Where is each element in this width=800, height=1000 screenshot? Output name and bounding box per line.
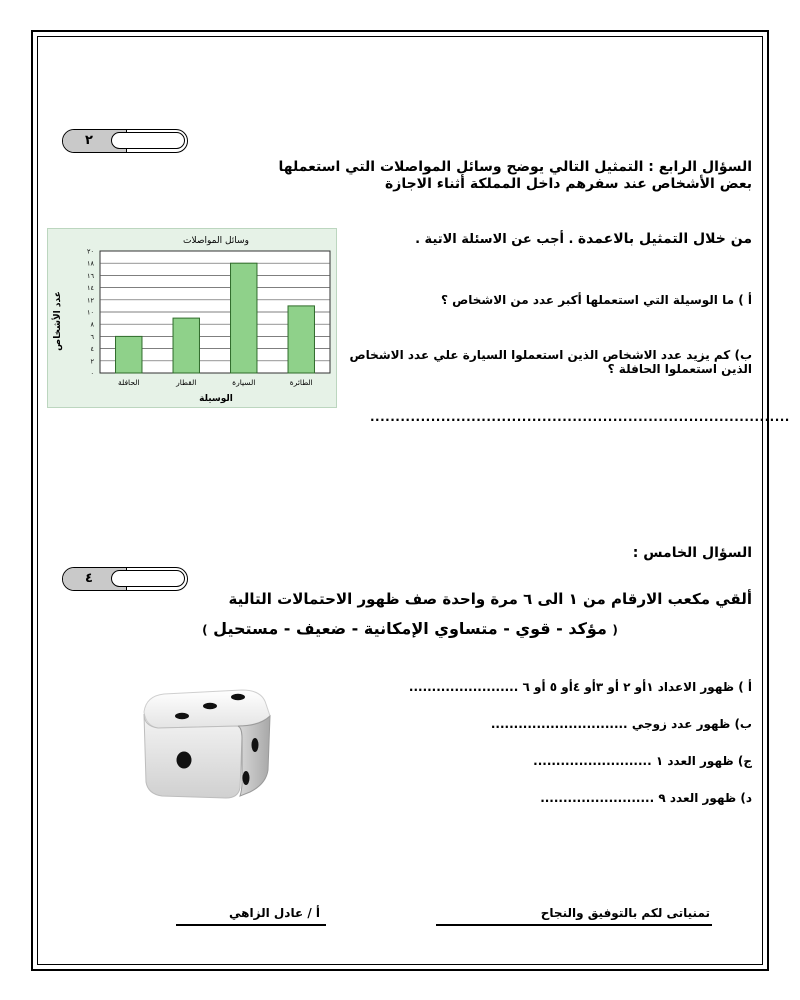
q4-instruction: [332, 231, 752, 247]
q4-answer-line: ...................................................................................: [370, 410, 790, 424]
chart-y-tick-label: ٦: [90, 332, 94, 341]
q5-item-c-answer: ..........................: [533, 754, 652, 768]
chart-y-tick-label: ١٤: [87, 284, 94, 293]
chart-y-tick-label: ١٨: [87, 259, 94, 268]
chart-y-tick-label: ٨: [90, 320, 94, 329]
chart-y-tick-label: ٤: [90, 345, 94, 354]
q4-instruction-bold: من خلال التمثيل بالاعمدة: [577, 231, 752, 247]
q4-question-b-line2: الذين استعملوا الحافلة ؟: [607, 362, 752, 376]
q5-item-b: ب) ظهور عدد زوجي ..............................: [490, 717, 752, 731]
q5-item-d: د) ظهور العدد ٩ .........................: [540, 791, 752, 805]
q5-instruction: ألقي مكعب الارقام من ١ الى ٦ مرة واحدة صف ظهور الاحتمالات التالية: [228, 590, 752, 608]
q4-instruction-rest: . أجب عن الاسئلة الاتية .: [415, 232, 578, 247]
chart-y-tick-label: ١٢: [87, 296, 94, 305]
q4-question-b-line1: ب) كم يزيد عدد الاشخاص الذين استعملوا السيارة علي عدد الاشخاص: [349, 348, 752, 362]
q4-title-line2: بعض الأشخاص عند سفرهم داخل المملكة أثناء الاجازة: [385, 176, 752, 192]
q4-title-line1: السؤال الرابع : التمثيل التالي يوضح وسائل المواصلات التي استعملها: [278, 159, 752, 175]
footer-teacher: أ / عادل الزاهي: [229, 906, 320, 920]
chart-x-tick-label: السيارة: [232, 378, 256, 387]
q5-options: ( مؤكد - قوي - متساوي الإمكانية - ضعيف - مستحيل ): [202, 619, 618, 638]
q5-item-a: أ ) ظهور الاعداد ١أو ٢ أو ٣أو ٤أو ٥ أو ٦ ........................: [408, 680, 752, 694]
q4-question-a: أ ) ما الوسيلة التي استعملها أكبر عدد من الاشخاص ؟: [440, 293, 752, 307]
chart-x-tick-label: الحافلة: [117, 378, 140, 387]
chart-bar: [288, 306, 314, 373]
q5-item-b-answer: ..............................: [490, 717, 628, 731]
chart-y-tick-label: ٢: [90, 357, 94, 366]
footer-wishes-underline: [436, 924, 712, 926]
chart-y-ticks: [87, 248, 94, 378]
transport-chart-svg: [48, 229, 336, 407]
q5-item-d-answer: .........................: [540, 791, 655, 805]
q5-item-a-answer: ........................: [408, 680, 519, 694]
q5-score-value: ٤: [85, 571, 93, 586]
q4-score-value: ٢: [85, 133, 93, 148]
chart-x-tick-label: القطار: [176, 378, 197, 387]
dice-icon: [138, 686, 274, 802]
q5-score-badge: [62, 567, 188, 591]
q4-title: [192, 159, 752, 193]
chart-bar: [173, 318, 199, 373]
chart-y-tick-label: ٠: [90, 369, 94, 378]
chart-x-axis-label: الوسيلة: [199, 394, 233, 404]
chart-y-axis-label: عدد الأشخاص: [53, 291, 63, 351]
q5-item-c: ج) ظهور العدد ١ ..........................: [533, 754, 752, 768]
chart-x-ticks: [118, 378, 313, 387]
q5-title: السؤال الخامس :: [632, 545, 752, 561]
q5-options-list: مؤكد - قوي - متساوي الإمكانية - ضعيف - مستحيل: [213, 619, 607, 638]
q4-question-b: [322, 348, 752, 376]
footer-teacher-underline: [176, 924, 326, 926]
chart-title: وسائل المواصلات: [183, 236, 249, 246]
chart-x-tick-label: الطائرة: [289, 378, 313, 387]
chart-y-tick-label: ١٠: [87, 308, 94, 317]
q4-score-badge: [62, 129, 188, 153]
transport-chart: [47, 228, 337, 408]
chart-y-tick-label: ١٦: [87, 271, 94, 280]
footer-wishes: تمنياتى لكم بالتوفيق والنجاح: [540, 906, 710, 920]
chart-bar: [231, 263, 257, 373]
chart-y-tick-label: ٢٠: [87, 247, 94, 256]
chart-bar: [116, 336, 142, 373]
